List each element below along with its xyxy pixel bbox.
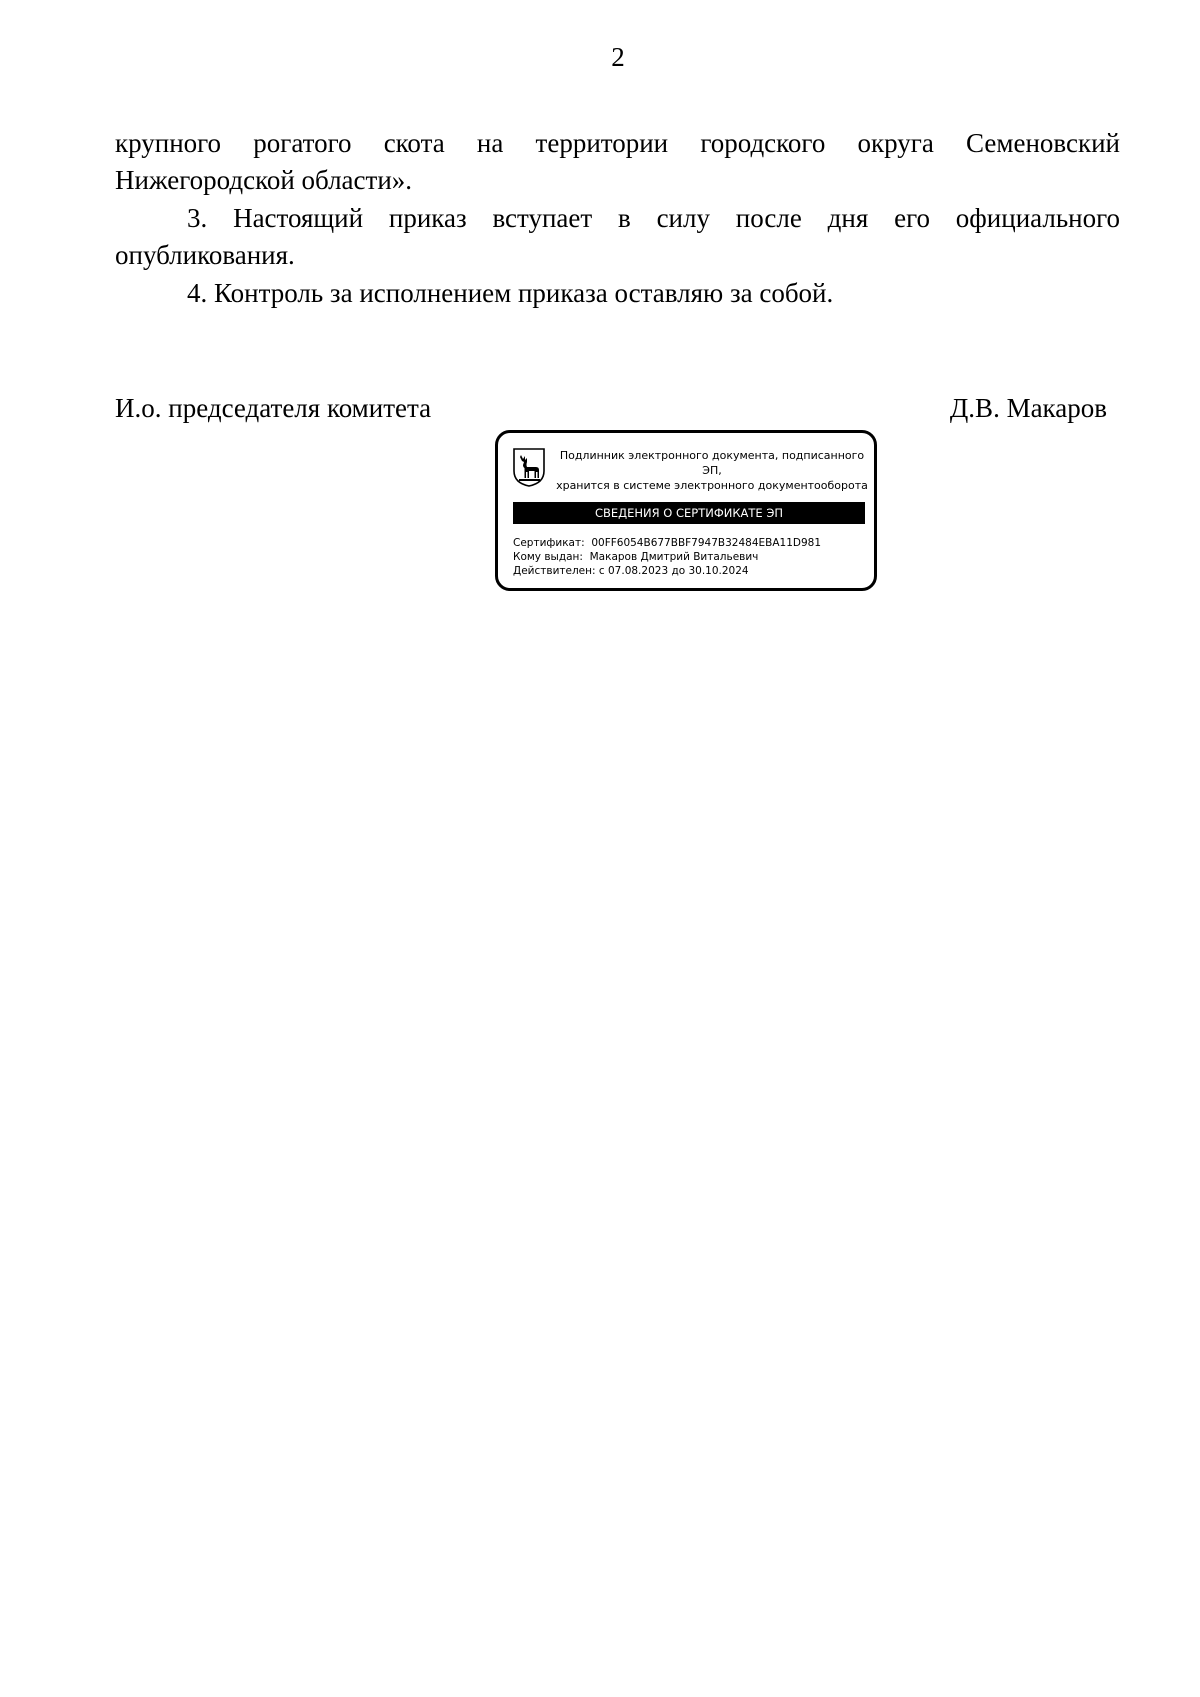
deer-emblem-icon (512, 447, 546, 487)
stamp-header (552, 448, 872, 493)
signature-block (115, 393, 1107, 423)
issued-to-label: Кому выдан: (513, 551, 583, 563)
stamp-header-line-1: Подлинник электронного документа, подписанного ЭП, (559, 449, 865, 477)
certificate-label: Сертификат: (513, 537, 585, 549)
stamp-banner: СВЕДЕНИЯ О СЕРТИФИКАТЕ ЭП (513, 502, 865, 524)
stamp-header-line-2: хранится в системе электронного документооборота (556, 479, 868, 492)
paragraph-item-4: 4. Контроль за исполнением приказа оставляю за собой. (187, 278, 834, 308)
validity-value: с 07.08.2023 до 30.10.2024 (598, 565, 749, 577)
validity-label: Действителен: (513, 565, 596, 577)
paragraph-continuation: крупного рогатого скота на территории городского округа Семеновский Нижегородской области». (115, 128, 1120, 195)
certificate-value: 00FF6054B677BBF7947B32484EBA11D981 (591, 537, 822, 549)
document-body (115, 125, 1120, 313)
stamp-fields (513, 536, 821, 578)
issued-to-field (513, 550, 821, 564)
validity-field (513, 564, 821, 578)
signatory-name: Д.В. Макаров (949, 393, 1107, 423)
certificate-field (513, 536, 821, 550)
signatory-position: И.о. председателя комитета (115, 393, 432, 423)
issued-to-value: Макаров Дмитрий Витальевич (589, 551, 759, 563)
page-number: 2 (611, 42, 625, 72)
e-signature-stamp (495, 430, 877, 591)
paragraph-item-3: 3. Настоящий приказ вступает в силу после дня его официального опубликования. (115, 203, 1120, 270)
